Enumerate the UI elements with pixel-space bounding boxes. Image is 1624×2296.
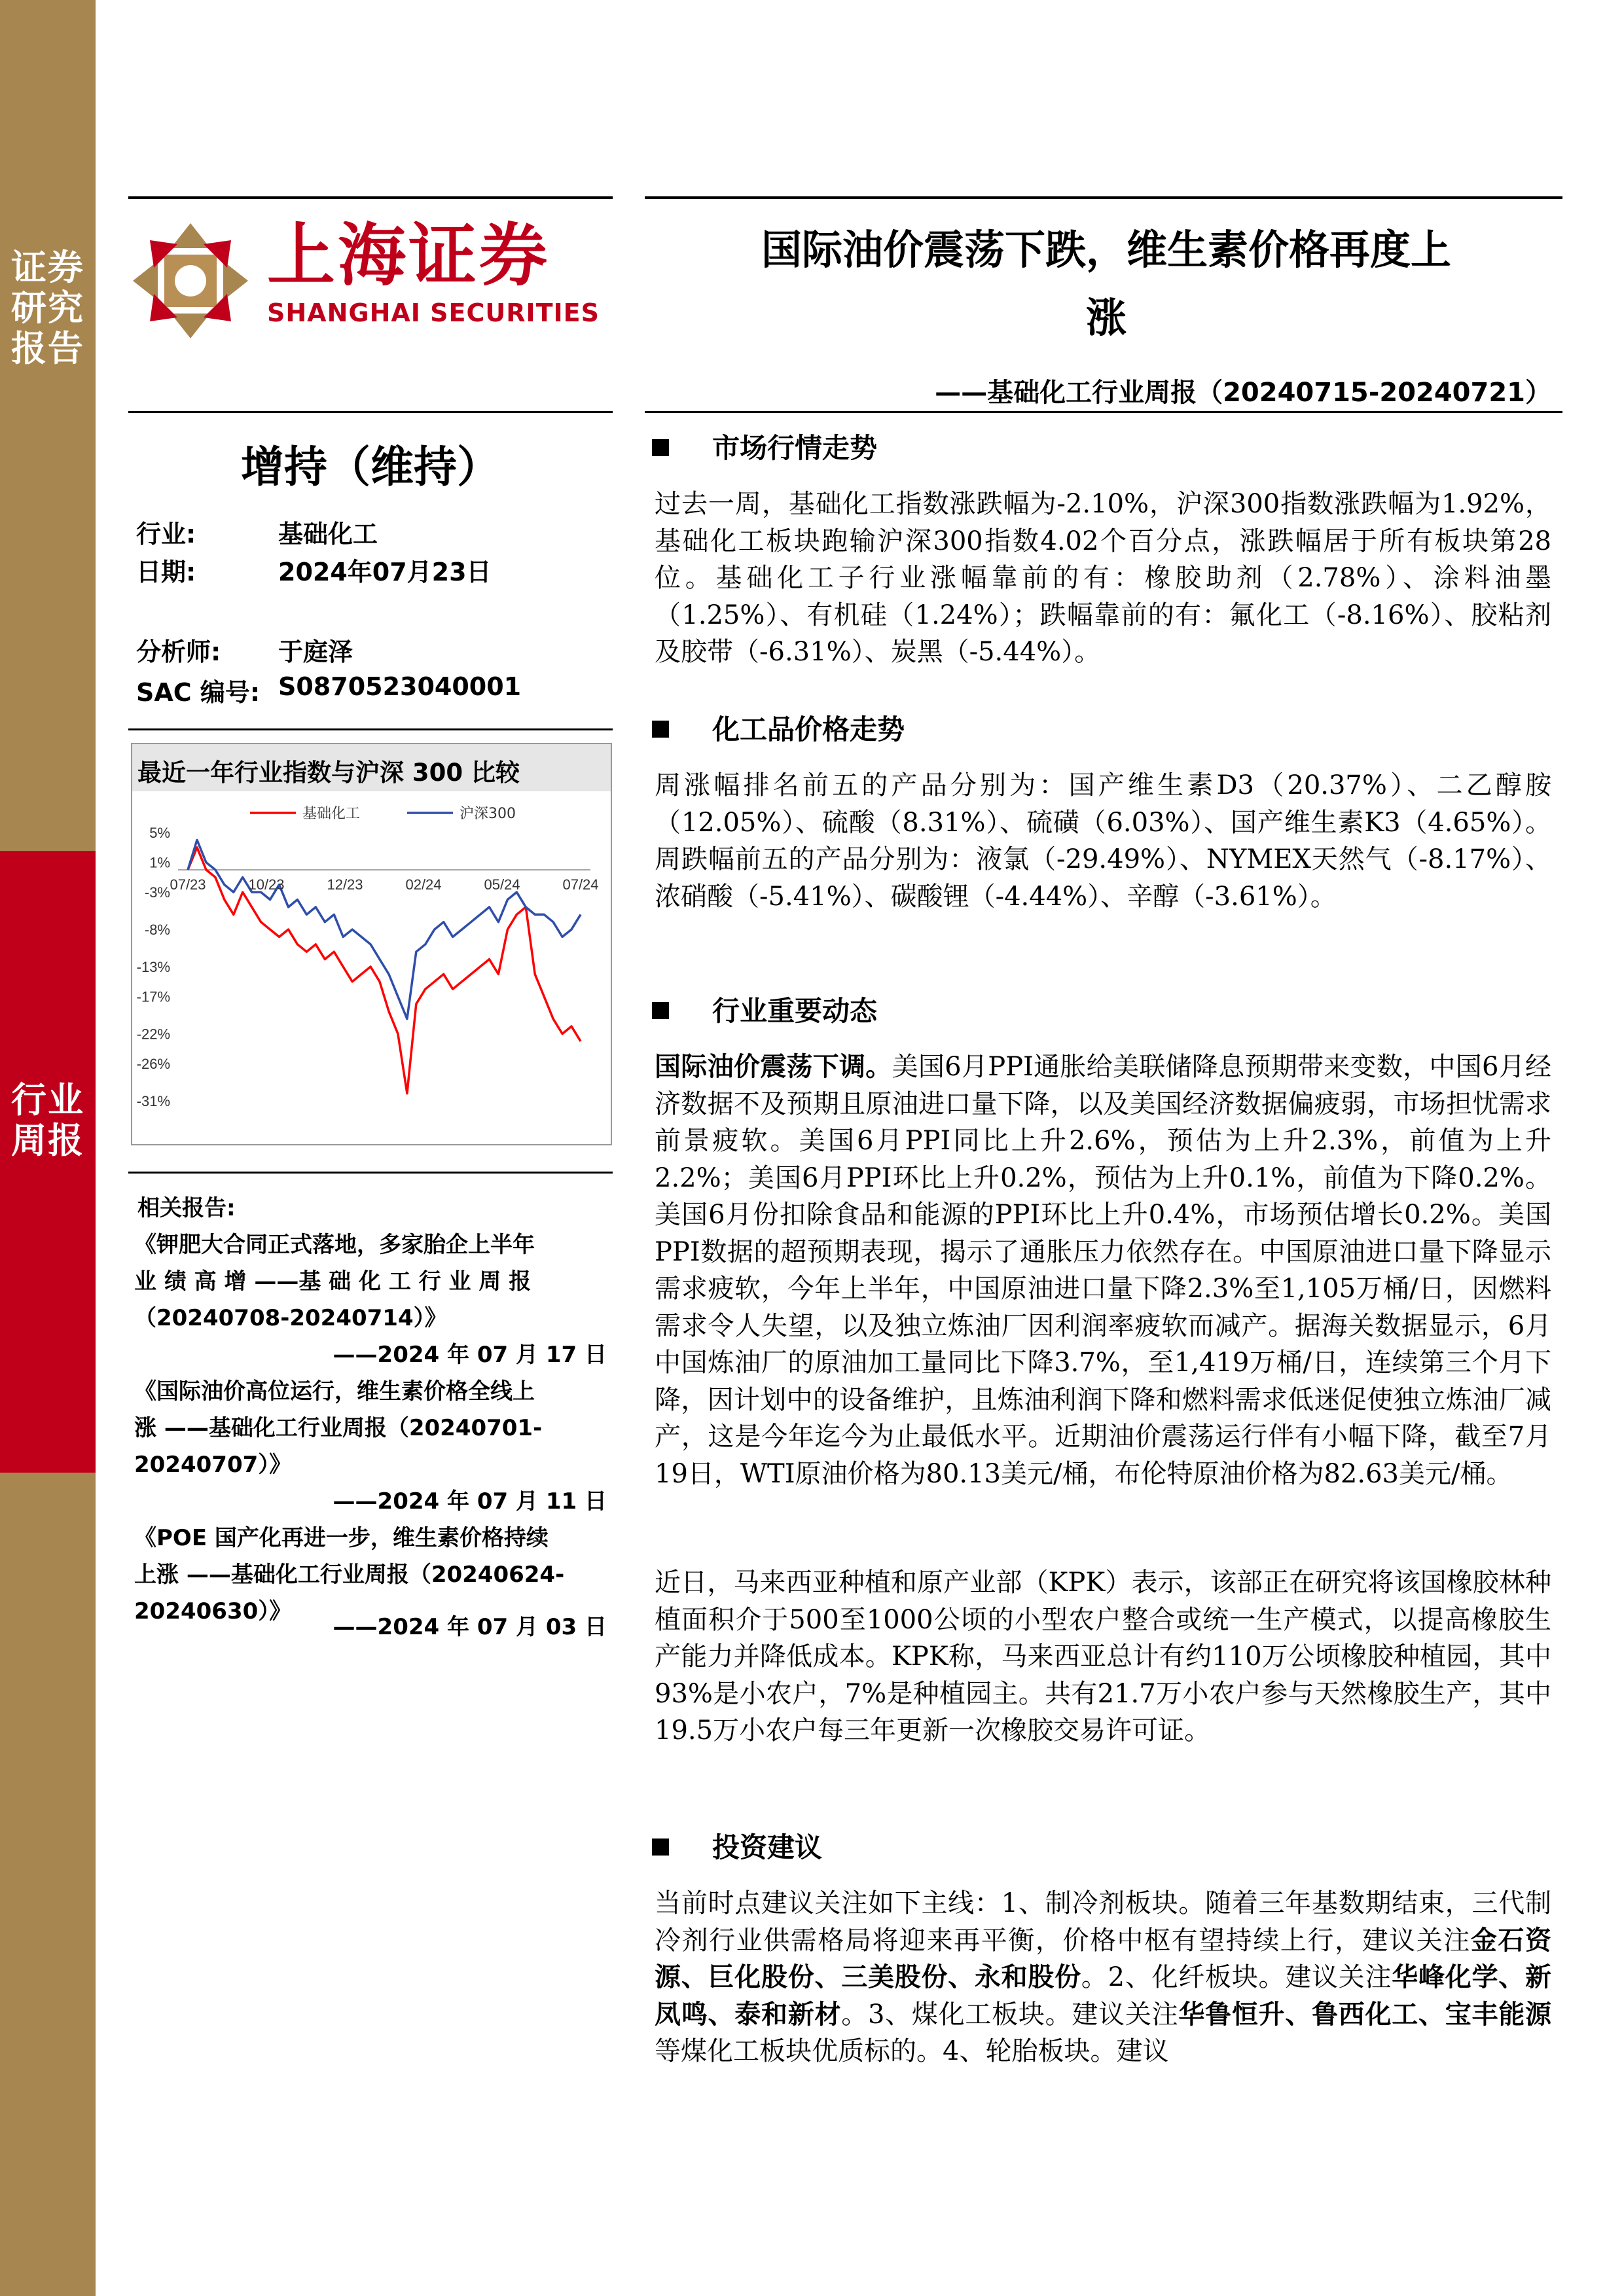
report-title [648, 216, 1564, 352]
news-body: 美国6月PPI通胀给美联储降息预期带来变数，中国6月经济数据不及预期且原油进口量下降，以及美国经济数据偏疲弱，市场担忧需求前景疲软。美国6月PPI同比上升2.6%，预估为上升2.3%，前值为上升2.2%；美国6月PPI环比上升0.2%，预估为上升0.1%，前值为下降0.2%。美国6月份扣除食品和能源的PPI环比上升0.4%，市场预估增长0.2%。美国PPI数据的超预期表现，揭示了通胀压力依然存在。中国原油进口量下降显示需求疲软，今年上半年，中国原油进口量下降2.3%至1,105万桶/日，因燃料需求令人失望，以及独立炼油厂因利润率疲软而减产。据海关数据显示，6月中国炼油厂的原油加工量同比下降3.7%，至1,419万桶/日，连续第三个月下降，因计划中的设备维护，且炼油利润下降和燃料需求低迷促使独立炼油厂减产，这是今年迄今为止最低水平。近期油价震荡运行伴有小幅下降，截至7月19日，WTI原油价格为80.13美元/桶，布伦特原油价格为82.63美元/桶。 [655, 1052, 1552, 1489]
rule-left-under-logo [128, 411, 613, 413]
bullet-square-icon [652, 721, 669, 738]
report-title-line1: 国际油价震荡下跌，维生素价格再度上 [761, 226, 1451, 274]
y-tick-label: -13% [136, 959, 170, 975]
related-report-2-date: ——2024 年 07 月 11 日 [333, 1488, 607, 1515]
side-strip-highlight [0, 851, 96, 1473]
industry-label: 行业: [136, 520, 196, 548]
logo-emblem-icon [128, 219, 253, 343]
sac-label: SAC 编号: [136, 678, 261, 707]
rating: 增持（维持） [241, 442, 500, 492]
bullet-square-icon [652, 439, 669, 456]
x-tick-label: 05/24 [484, 876, 520, 893]
section-news-text [655, 1049, 1551, 1492]
related-report-3-date: ——2024 年 07 月 03 日 [333, 1614, 607, 1640]
y-tick-label: -8% [144, 922, 170, 939]
section-rubber-text: 近日，马来西亚种植和原产业部（KPK）表示，该部正在研究将该国橡胶林种植面积介于500至1000公顷的小型农户整合或统一生产模式，以提高橡胶生产能力并降低成本。KPK称，马来西亚总计有约110万公顷橡胶种植园，其中93%是小农户，7%是种植园主。共有21.7万小农户参与天然橡胶生产，其中19.5万小农户每三年更新一次橡胶交易许可证。 [655, 1568, 1551, 1746]
related-report-3-line2: 上涨 ——基础化工行业周报（20240624- [134, 1562, 565, 1588]
y-tick-label: 5% [149, 825, 170, 841]
section-invest-heading: 投资建议 [652, 1826, 822, 1865]
section-market-text: 过去一周，基础化工指数涨跌幅为-2.10%，沪深300指数涨跌幅为1.92%，基础化工板块跑输沪深300指数4.02个百分点，涨跌幅居于所有板块第28位。基础化工子行业涨幅靠前的有：橡胶助剂（2.78%）、涂料油墨（1.25%）、有机硅（1.24%）；跌幅靠前的有：氟化工（-8.16%）、胶粘剂及胶带（-6.31%）、炭黑（-5.44%）。 [655, 489, 1551, 667]
related-report-1-line3: （20240708-20240714）》 [134, 1305, 447, 1331]
section-invest-text: 当前时点建议关注如下主线：1、制冷剂板块。随着三年基数期结束，三代制冷剂行业供需格局将迎来再平衡，价格中枢有望持续上行，建议关注金石资源、巨化股份、三美股份、永和股份。2、化纤板块。建议关注华峰化学、新凤鸣、泰和新材。3、煤化工板块。建议关注华鲁恒升、鲁西化工、宝丰能源等煤化工板块优质标的。4、轮胎板块。建议 [655, 1888, 1552, 2066]
x-tick-label: 12/23 [327, 876, 363, 893]
rule-above-chart [128, 728, 613, 730]
news-lead: 国际油价震荡下调。 [655, 1051, 892, 1082]
related-report-3-line1: 《POE 国产化再进一步，维生素价格持续 [134, 1525, 549, 1551]
bullet-square-icon [652, 1002, 669, 1019]
related-report-1-line2: 业 绩 高 增 ——基 础 化 工 行 业 周 报 [134, 1268, 532, 1295]
rule-below-chart [128, 1172, 613, 1174]
y-tick-label: 1% [149, 854, 170, 871]
index-comparison-chart [132, 793, 611, 1143]
related-report-3-line3: 20240630）》 [134, 1598, 292, 1624]
y-tick-label: -3% [144, 884, 170, 901]
logo-name-en: SHANGHAI SECURITIES [267, 298, 600, 327]
series-line-2 [188, 840, 581, 1018]
sac-value: S0870523040001 [278, 672, 522, 701]
chart-title: 最近一年行业指数与沪深 300 比较 [137, 759, 520, 787]
analyst-label: 分析师: [136, 637, 221, 666]
date-label: 日期: [136, 558, 196, 586]
rule-right-top [645, 196, 1562, 199]
x-tick-label: 07/24 [562, 876, 599, 893]
y-tick-label: -26% [136, 1056, 170, 1073]
side-label-report: 证券研究报告 [11, 247, 84, 369]
invest-picks-coal: 华鲁恒升、鲁西化工、宝丰能源 [1178, 1998, 1552, 2030]
report-subtitle: ——基础化工行业周报（20240715-20240721） [935, 378, 1551, 408]
section-news-heading: 行业重要动态 [652, 990, 877, 1029]
related-report-2-line3: 20240707）》 [134, 1452, 292, 1478]
section-market-heading: 市场行情走势 [652, 427, 877, 466]
bullet-square-icon [652, 1839, 669, 1856]
related-report-1-line1: 《钾肥大合同正式落地，多家胎企上半年 [134, 1232, 535, 1258]
section-price-heading: 化工品价格走势 [652, 708, 905, 747]
legend-label: 沪深300 [460, 806, 516, 822]
y-tick-label: -22% [136, 1026, 170, 1043]
industry-value: 基础化工 [278, 520, 378, 548]
legend-label: 基础化工 [302, 806, 361, 822]
related-heading: 相关报告: [137, 1195, 236, 1221]
y-tick-label: -17% [136, 988, 170, 1005]
rule-right-under-title [645, 411, 1562, 413]
invest-picks-refrigerant: 金石资源、巨化股份、三美股份、永和股份 [655, 1924, 1551, 1992]
company-logo [128, 216, 613, 347]
x-tick-label: 10/23 [248, 876, 285, 893]
x-tick-label: 07/23 [170, 876, 206, 893]
side-label-weekly: 行业周报 [11, 1079, 84, 1161]
related-report-1-date: ——2024 年 07 月 17 日 [333, 1342, 607, 1368]
invest-picks-fiber: 华峰化学、新凤鸣、泰和新材 [655, 1962, 1552, 2030]
rule-left-top [128, 196, 613, 199]
related-report-2-line1: 《国际油价高位运行，维生素价格全线上 [134, 1378, 535, 1405]
logo-name-cn: 上海证券 [267, 215, 550, 295]
analyst-value: 于庭泽 [278, 637, 353, 666]
related-report-2-line2: 涨 ——基础化工行业周报（20240701- [134, 1415, 543, 1441]
x-tick-label: 02/24 [405, 876, 442, 893]
section-price-text: 周涨幅排名前五的产品分别为：国产维生素D3（20.37%）、二乙醇胺（12.05%）、硫酸（8.31%）、硫磺（6.03%）、国产维生素K3（4.65%）。周跌幅前五的产品分别为：液氯（-29.49%）、NYMEX天然气（-8.17%）、浓硝酸（-5.41%）、碳酸锂（-4.44%）、辛醇（-3.61%）。 [655, 770, 1551, 912]
y-tick-label: -31% [136, 1093, 170, 1109]
date-value: 2024年07月23日 [278, 558, 492, 586]
report-title-line2: 涨 [1085, 294, 1127, 342]
